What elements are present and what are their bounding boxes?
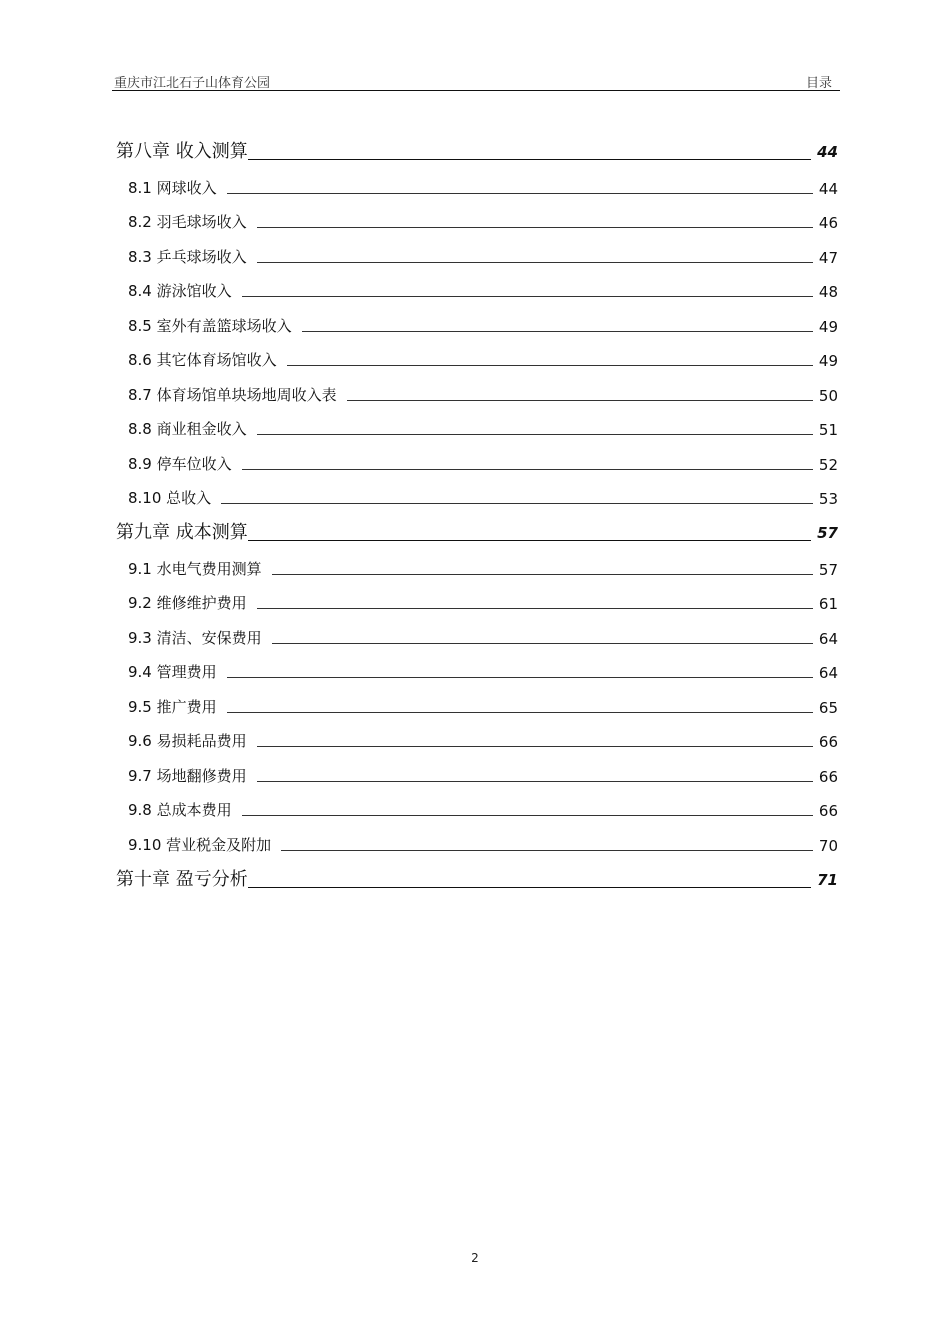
page-header [112, 70, 840, 91]
toc-section-entry[interactable] [112, 580, 838, 615]
toc-entry-page: 48 [818, 283, 838, 301]
toc-entry-page: 46 [818, 214, 838, 232]
toc-entry-label: 8.9 停车位收入 [128, 454, 232, 473]
toc-entry-label: 8.8 商业租金收入 [128, 420, 247, 438]
toc-entry-page: 57 [818, 560, 838, 579]
document-title: 重庆市江北石子山体育公园 [114, 76, 271, 91]
toc-entry-page: 66 [818, 733, 838, 751]
toc-leader-line [227, 677, 813, 678]
toc-entry-label: 9.4 管理费用 [128, 663, 217, 681]
toc-section-entry[interactable] [112, 164, 838, 199]
toc-leader-line [257, 746, 813, 747]
toc-entry-page: 52 [818, 455, 838, 474]
toc-entry-page: 49 [818, 317, 838, 336]
toc-leader-line [257, 434, 813, 435]
toc-entry-page: 47 [818, 248, 838, 267]
toc-section-entry[interactable] [112, 337, 838, 372]
toc-leader-line [248, 159, 811, 160]
toc-section-entry[interactable] [112, 440, 838, 475]
toc-entry-page: 66 [818, 802, 838, 820]
toc-section-entry[interactable] [112, 199, 838, 234]
toc-leader-line [281, 850, 813, 851]
toc-entry-label: 8.3 乒乓球场收入 [128, 247, 247, 266]
toc-entry-label: 9.8 总成本费用 [128, 801, 232, 819]
toc-entry-page: 71 [817, 870, 838, 889]
toc-section-entry[interactable] [112, 371, 838, 406]
toc-chapter-entry[interactable] [112, 128, 838, 164]
toc-leader-line [257, 781, 813, 782]
toc-entry-label: 8.1 网球收入 [128, 178, 217, 197]
toc-section-entry[interactable] [112, 683, 838, 718]
toc-entry-label: 8.6 其它体育场馆收入 [128, 351, 277, 369]
toc-entry-page: 51 [818, 421, 838, 439]
toc-leader-line [302, 331, 813, 332]
page-number: 2 [471, 1251, 479, 1265]
toc-entry-label: 9.3 清洁、安保费用 [128, 628, 262, 647]
toc-section-entry[interactable] [112, 752, 838, 787]
toc-section-entry[interactable] [112, 406, 838, 441]
toc-section-entry[interactable] [112, 821, 838, 856]
toc-leader-line [227, 193, 813, 194]
toc-entry-label: 第十章 盈亏分析 [116, 868, 248, 890]
toc-leader-line [257, 262, 813, 263]
toc-entry-label: 9.6 易损耗品费用 [128, 732, 247, 750]
toc-section-entry[interactable] [112, 268, 838, 303]
toc-chapter-entry[interactable] [112, 509, 838, 545]
toc-entry-label: 9.5 推广费用 [128, 697, 217, 716]
toc-section-entry[interactable] [112, 233, 838, 268]
toc-entry-page: 64 [818, 664, 838, 682]
toc-entry-page: 61 [818, 595, 838, 613]
toc-entry-label: 9.10 营业税金及附加 [128, 835, 272, 854]
toc-entry-page: 44 [818, 179, 838, 198]
toc-section-entry[interactable] [112, 614, 838, 649]
toc-entry-label: 8.5 室外有盖篮球场收入 [128, 316, 292, 335]
toc-leader-line [257, 227, 813, 228]
toc-entry-page: 64 [818, 629, 838, 648]
toc-entry-label: 第八章 收入测算 [116, 141, 248, 162]
toc-entry-label: 8.10 总收入 [128, 489, 212, 507]
toc-entry-page: 57 [817, 524, 838, 542]
toc-entry-label: 8.4 游泳馆收入 [128, 282, 232, 300]
toc-entry-label: 9.7 场地翻修费用 [128, 766, 247, 785]
toc-entry-label: 8.2 羽毛球场收入 [128, 213, 247, 231]
toc-section-entry[interactable] [112, 475, 838, 510]
toc-entry-page: 49 [818, 352, 838, 370]
section-title: 目录 [805, 76, 832, 91]
toc-leader-line [272, 643, 813, 644]
toc-chapter-entry[interactable] [112, 856, 838, 892]
toc-entry-page: 53 [818, 490, 838, 508]
toc-leader-line [242, 296, 813, 297]
toc-section-entry[interactable] [112, 649, 838, 684]
toc-entry-label: 8.7 体育场馆单块场地周收入表 [128, 385, 337, 404]
toc-entry-label: 9.2 维修维护费用 [128, 594, 247, 612]
toc-entry-label: 第九章 成本测算 [116, 522, 248, 543]
toc-leader-line [272, 574, 813, 575]
toc-leader-line [248, 540, 811, 541]
toc-entry-page: 65 [818, 698, 838, 717]
toc-section-entry[interactable] [112, 545, 838, 580]
toc-leader-line [242, 815, 813, 816]
toc-section-entry[interactable] [112, 718, 838, 753]
toc-section-entry[interactable] [112, 302, 838, 337]
toc-leader-line [257, 608, 813, 609]
toc-section-entry[interactable] [112, 787, 838, 822]
toc-leader-line [287, 365, 813, 366]
table-of-contents [112, 128, 838, 892]
toc-entry-label: 9.1 水电气费用测算 [128, 559, 262, 578]
toc-leader-line [248, 887, 811, 888]
toc-leader-line [227, 712, 813, 713]
toc-entry-page: 44 [817, 143, 838, 161]
toc-entry-page: 50 [818, 386, 838, 405]
toc-leader-line [221, 503, 813, 504]
toc-leader-line [242, 469, 813, 470]
toc-entry-page: 70 [818, 836, 838, 855]
toc-leader-line [347, 400, 813, 401]
toc-entry-page: 66 [818, 767, 838, 786]
